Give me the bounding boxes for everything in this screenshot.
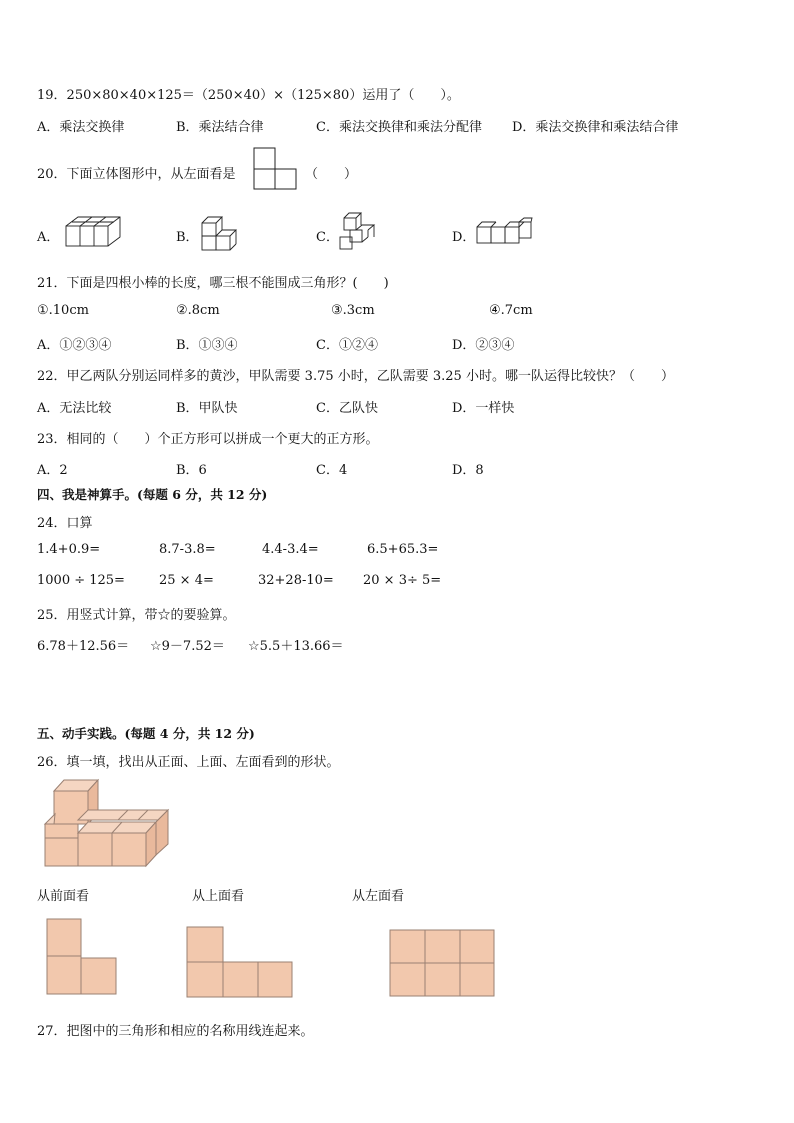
q22-option-b[interactable]: B．甲队快 — [176, 401, 238, 416]
q20-blank: （ ） — [305, 167, 358, 182]
q25-stem: 25．用竖式计算，带☆的要验算。 — [37, 608, 236, 623]
q24-item-3: 4.4-3.4= — [262, 542, 319, 557]
q22-option-c[interactable]: C．乙队快 — [316, 401, 378, 416]
q20-option-d-figure — [474, 215, 534, 249]
q21-option-a[interactable]: A．①②③④ — [37, 338, 112, 353]
q21-option-c[interactable]: C．①②④ — [316, 338, 378, 353]
q19-option-c[interactable]: C．乘法交换律和乘法分配律 — [316, 120, 482, 135]
section5-title: 五、动手实践。(每题 4 分，共 12 分) — [37, 726, 255, 741]
q22-stem: 22．甲乙两队分别运同样多的黄沙，甲队需要 3.75 小时，乙队需要 3.25 小时。哪一队运得比较快？（ ） — [37, 369, 674, 384]
q21-stick-3: ③.3cm — [331, 303, 375, 318]
q20-option-b-figure — [198, 212, 242, 252]
q26-left-view-shape — [389, 929, 496, 998]
q20-option-c[interactable]: C． — [316, 230, 339, 245]
q20-option-b[interactable]: B． — [176, 230, 199, 245]
q19-option-b[interactable]: B．乘法结合律 — [176, 120, 264, 135]
q26-view-top-label: 从上面看 — [192, 889, 245, 904]
q26-view-front-label: 从前面看 — [37, 889, 90, 904]
q20-left-view-figure — [253, 147, 299, 191]
q21-stick-2: ②.8cm — [176, 303, 220, 318]
q24-item-8: 20 × 3÷ 5= — [363, 573, 442, 588]
q23-option-d[interactable]: D．8 — [452, 463, 484, 478]
q20-stem: 20．下面立体图形中，从左面看是 — [37, 167, 236, 182]
q26-front-view-shape — [46, 918, 118, 996]
q23-option-a[interactable]: A．2 — [37, 463, 68, 478]
q21-option-d[interactable]: D．②③④ — [452, 338, 515, 353]
q25-item-2: ☆9－7.52＝ — [150, 639, 225, 654]
q26-top-view-shape — [186, 926, 294, 998]
q19-option-a[interactable]: A．乘法交换律 — [37, 120, 125, 135]
q22-option-d[interactable]: D．一样快 — [452, 401, 515, 416]
q21-option-b[interactable]: B．①③④ — [176, 338, 238, 353]
q21-stick-4: ④.7cm — [489, 303, 533, 318]
q24-item-2: 8.7-3.8= — [159, 542, 216, 557]
q22-option-a[interactable]: A．无法比较 — [37, 401, 112, 416]
q24-item-1: 1.4+0.9= — [37, 542, 101, 557]
q19-option-d[interactable]: D．乘法交换律和乘法结合律 — [512, 120, 679, 135]
q21-stem: 21．下面是四根小棒的长度，哪三根不能围成三角形？( ) — [37, 276, 389, 291]
q24-item-5: 1000 ÷ 125= — [37, 573, 125, 588]
q21-stick-1: ①.10cm — [37, 303, 89, 318]
q19-stem: 19．250×80×40×125＝（250×40）×（125×80）运用了（ ）。 — [37, 88, 460, 103]
q26-stem: 26．填一填，找出从正面、上面、左面看到的形状。 — [37, 755, 340, 770]
q20-option-c-figure — [336, 210, 378, 252]
q23-stem: 23．相同的（ ）个正方形可以拼成一个更大的正方形。 — [37, 432, 379, 447]
q26-view-left-label: 从左面看 — [352, 889, 405, 904]
q20-option-a[interactable]: A． — [37, 230, 60, 245]
q23-option-b[interactable]: B．6 — [176, 463, 207, 478]
q24-item-4: 6.5+65.3= — [367, 542, 439, 557]
q27-stem: 27．把图中的三角形和相应的名称用线连起来。 — [37, 1024, 314, 1039]
q24-item-6: 25 × 4= — [159, 573, 214, 588]
q20-option-d[interactable]: D． — [452, 230, 476, 245]
section4-title: 四、我是神算手。(每题 6 分，共 12 分) — [37, 487, 268, 502]
q20-option-a-figure — [62, 212, 122, 250]
q25-item-3: ☆5.5＋13.66＝ — [248, 639, 344, 654]
q23-option-c[interactable]: C．4 — [316, 463, 348, 478]
q26-block-figure — [42, 778, 172, 870]
q25-item-1: 6.78＋12.56＝ — [37, 639, 130, 654]
q24-item-7: 32+28-10= — [258, 573, 334, 588]
q24-stem: 24．口算 — [37, 516, 93, 531]
